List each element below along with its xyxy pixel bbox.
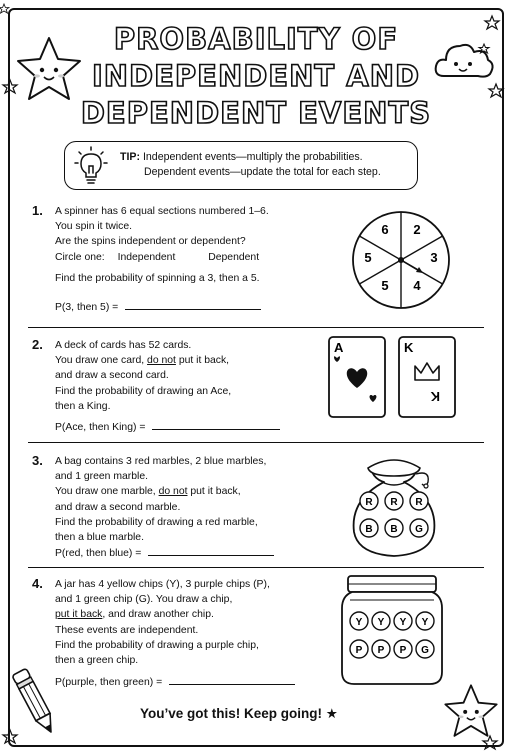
tip-text bbox=[120, 150, 381, 180]
chip-jar-icon bbox=[338, 574, 446, 686]
section-divider bbox=[28, 442, 484, 443]
section-divider bbox=[28, 567, 484, 568]
spinner-number: 5 bbox=[381, 278, 389, 293]
q3-line-6: then a blue marble. bbox=[55, 532, 144, 544]
q4-line-2: and 1 green chip (G). You draw a chip, bbox=[55, 594, 233, 606]
card-1-rank: A bbox=[334, 340, 344, 355]
marble-label: B bbox=[365, 524, 373, 535]
q2-answer-row bbox=[55, 420, 280, 433]
question-4-number: 4. bbox=[32, 576, 43, 591]
marble-label: B bbox=[390, 524, 398, 535]
q2-line-3: and draw a second card. bbox=[55, 370, 169, 382]
q3-answer-line[interactable] bbox=[148, 546, 274, 556]
card-2-rank-inverted: K bbox=[430, 389, 440, 404]
ace-of-hearts-card-icon bbox=[328, 336, 386, 418]
chip-label: P bbox=[377, 645, 385, 656]
q4-line-4: These events are independent. bbox=[55, 624, 199, 636]
q3-answer-row bbox=[55, 546, 274, 559]
q1-line-3: Are the spins independent or dependent? bbox=[55, 236, 246, 248]
q3-line-4: and draw a second marble. bbox=[55, 501, 181, 513]
q3-line-2: and 1 green marble. bbox=[55, 471, 148, 483]
card-2-rank: K bbox=[404, 340, 414, 355]
q1-answer-label: P(3, then 5) = bbox=[55, 302, 119, 313]
chip-label: P bbox=[399, 645, 407, 656]
circle-one-label: Circle one: bbox=[55, 251, 105, 263]
question-2-number: 2. bbox=[32, 337, 43, 352]
lightbulb-icon bbox=[74, 144, 108, 186]
q2-answer-label: P(Ace, then King) = bbox=[55, 422, 146, 433]
king-card-icon bbox=[398, 336, 456, 418]
q2-line-1: A deck of cards has 52 cards. bbox=[55, 340, 192, 351]
q3-line-5: Find the probability of drawing a red marble, bbox=[55, 516, 258, 528]
q1-answer-row bbox=[55, 300, 261, 313]
question-4-text bbox=[55, 577, 270, 668]
q4-line-5: Find the probability of drawing a purple chip, bbox=[55, 639, 259, 651]
q1-line-1: A spinner has 6 equal sections numbered 1–6. bbox=[55, 206, 269, 217]
chip-label: Y bbox=[399, 617, 407, 628]
marble-label: R bbox=[415, 497, 423, 508]
spinner-number: 2 bbox=[413, 222, 421, 237]
encouragement-footer: You’ve got this! Keep going! ★ bbox=[140, 706, 338, 721]
q2-line-4: Find the probability of drawing an Ace, bbox=[55, 385, 232, 397]
page-title-line-2: INDEPENDENT AND bbox=[91, 59, 421, 93]
q4-line-3: put it back, and draw another chip. bbox=[55, 609, 214, 621]
page-title-line-1: PROBABILITY OF bbox=[113, 22, 399, 56]
marble-bag-icon bbox=[338, 448, 450, 560]
chip-label: Y bbox=[355, 617, 363, 628]
q3-line-1: A bag contains 3 red marbles, 2 blue marbles, bbox=[55, 456, 267, 467]
spinner-icon bbox=[351, 210, 451, 310]
tip-label: TIP: bbox=[120, 151, 141, 163]
question-3-text bbox=[55, 454, 266, 545]
spinner-number: 5 bbox=[364, 250, 372, 265]
chip-label: P bbox=[355, 645, 363, 656]
section-divider bbox=[28, 327, 484, 328]
pencil-icon bbox=[12, 664, 58, 740]
chip-label: Y bbox=[421, 617, 429, 628]
q4-line-6: then a green chip. bbox=[55, 655, 139, 667]
tip-line-2: Dependent events—update the total for each step. bbox=[144, 166, 381, 178]
marble-label: R bbox=[390, 497, 398, 508]
page-title-line-3: DEPENDENT EVENTS bbox=[80, 96, 432, 130]
question-1-text bbox=[55, 204, 269, 286]
q4-answer-label: P(purple, then green) = bbox=[55, 677, 163, 688]
q1-line-4: Find the probability of spinning a 3, then a 5. bbox=[55, 272, 260, 284]
q2-answer-line[interactable] bbox=[152, 420, 280, 430]
chip-label: Y bbox=[377, 617, 385, 628]
option-dependent[interactable]: Dependent bbox=[208, 251, 260, 263]
spinner-number: 4 bbox=[413, 278, 421, 293]
smiling-star-icon bbox=[442, 682, 500, 740]
circle-one-row bbox=[55, 250, 269, 265]
marble-label: R bbox=[365, 497, 373, 508]
chip-label: G bbox=[421, 645, 429, 656]
question-2-text bbox=[55, 338, 231, 414]
spinner-number: 3 bbox=[430, 250, 438, 265]
q3-answer-label: P(red, then blue) = bbox=[55, 548, 142, 559]
tip-line-1: Independent events—multiply the probabilities. bbox=[142, 151, 363, 163]
q4-answer-row bbox=[55, 675, 295, 688]
option-independent[interactable]: Independent bbox=[117, 251, 176, 263]
q2-line-2: You draw one card, do not put it back, bbox=[55, 355, 230, 367]
q4-answer-line[interactable] bbox=[169, 675, 295, 685]
q1-line-2: You spin it twice. bbox=[55, 221, 133, 233]
q2-line-5: then a King. bbox=[55, 400, 111, 412]
q1-answer-line[interactable] bbox=[125, 300, 261, 310]
q4-line-1: A jar has 4 yellow chips (Y), 3 purple chips (P), bbox=[55, 579, 270, 590]
spinner-number: 6 bbox=[381, 222, 389, 237]
q3-line-3: You draw one marble, do not put it back, bbox=[55, 486, 241, 498]
marble-label: G bbox=[415, 524, 423, 535]
question-1-number: 1. bbox=[32, 203, 43, 218]
question-3-number: 3. bbox=[32, 453, 43, 468]
